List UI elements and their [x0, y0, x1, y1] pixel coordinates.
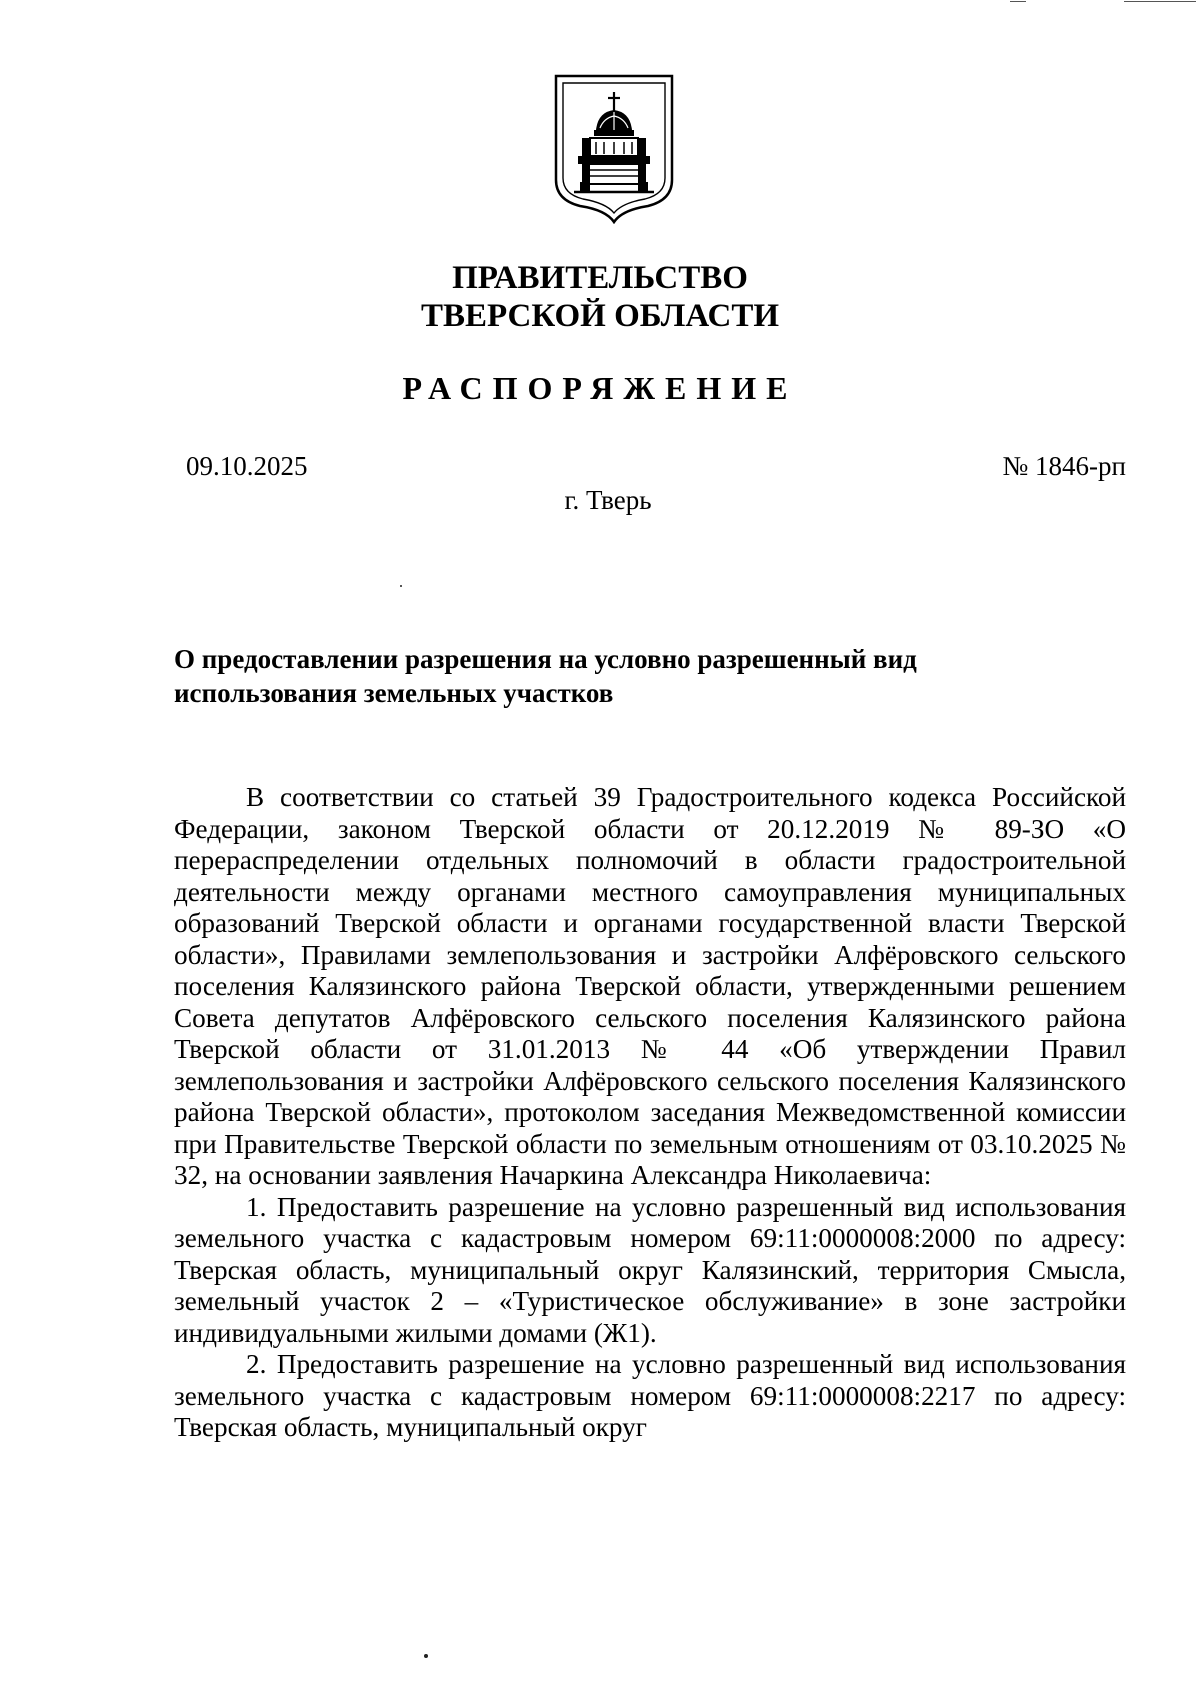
- preamble-paragraph: В соответствии со статьей 39 Градостроительного кодекса Российской Федерации, законом Тверской области от 20.12.2019 № 89-ЗО «О перераспределении отдельных полномочий в области градостроительной деятельности между органами местного самоуправления муниципальных образований Тверской области и органами государственной власти Тверской области», Правилами землепользования и застройки Алфёровского сельского поселения Калязинского района Тверской области, утвержденными решением Совета депутатов Алфёровского сельского поселения Калязинского района Тверской области от 31.01.2013 № 44 «Об утверждении Правил землепользования и застройки Алфёровского сельского поселения Калязинского района Тверской области», протоколом заседания Межведомственной комиссии при Правительстве Тверской области по земельным отношениям от 03.10.2025 № 32, на основании заявления Начаркина Александра Николаевича:: [174, 782, 1126, 1190]
- subject-line-2: использования земельных участков: [174, 678, 614, 708]
- tver-coat-of-arms-icon: [552, 72, 676, 224]
- scan-edge-mark: [1010, 1, 1026, 2]
- subject-line-1: О предоставлении разрешения на условно разрешенный вид: [174, 644, 917, 674]
- document-type-title: РАСПОРЯЖЕНИЕ: [402, 370, 798, 406]
- document-subject: [174, 642, 1074, 710]
- org-name-line-1: ПРАВИТЕЛЬСТВО: [452, 260, 748, 296]
- org-name-line-2: ТВЕРСКОЙ ОБЛАСТИ: [420, 298, 780, 334]
- scan-speck: [400, 585, 402, 587]
- scan-edge-mark: [1124, 1, 1196, 2]
- clause-paragraph-1: 1. Предоставить разрешение на условно разрешенный вид использования земельного участка с кадастровым номером 69:11:0000008:2000 по адресу: Тверская область, муниципальный округ Калязинский, территория Смысла, земельный участок 2 – «Туристическое обслуживание» в зоне застройки индивидуальными жилыми домами (Ж1).: [174, 1191, 1126, 1348]
- document-number: № 1846-рп: [1002, 451, 1126, 481]
- document-city: г. Тверь: [564, 485, 652, 515]
- document-body: [174, 782, 1126, 1444]
- document-date: 09.10.2025: [186, 451, 308, 481]
- scan-speck: [424, 1654, 428, 1658]
- clause-paragraph-2: 2. Предоставить разрешение на условно разрешенный вид использования земельного участка с кадастровым номером 69:11:0000008:2217 по адресу: Тверская область, муниципальный округ: [174, 1349, 1126, 1442]
